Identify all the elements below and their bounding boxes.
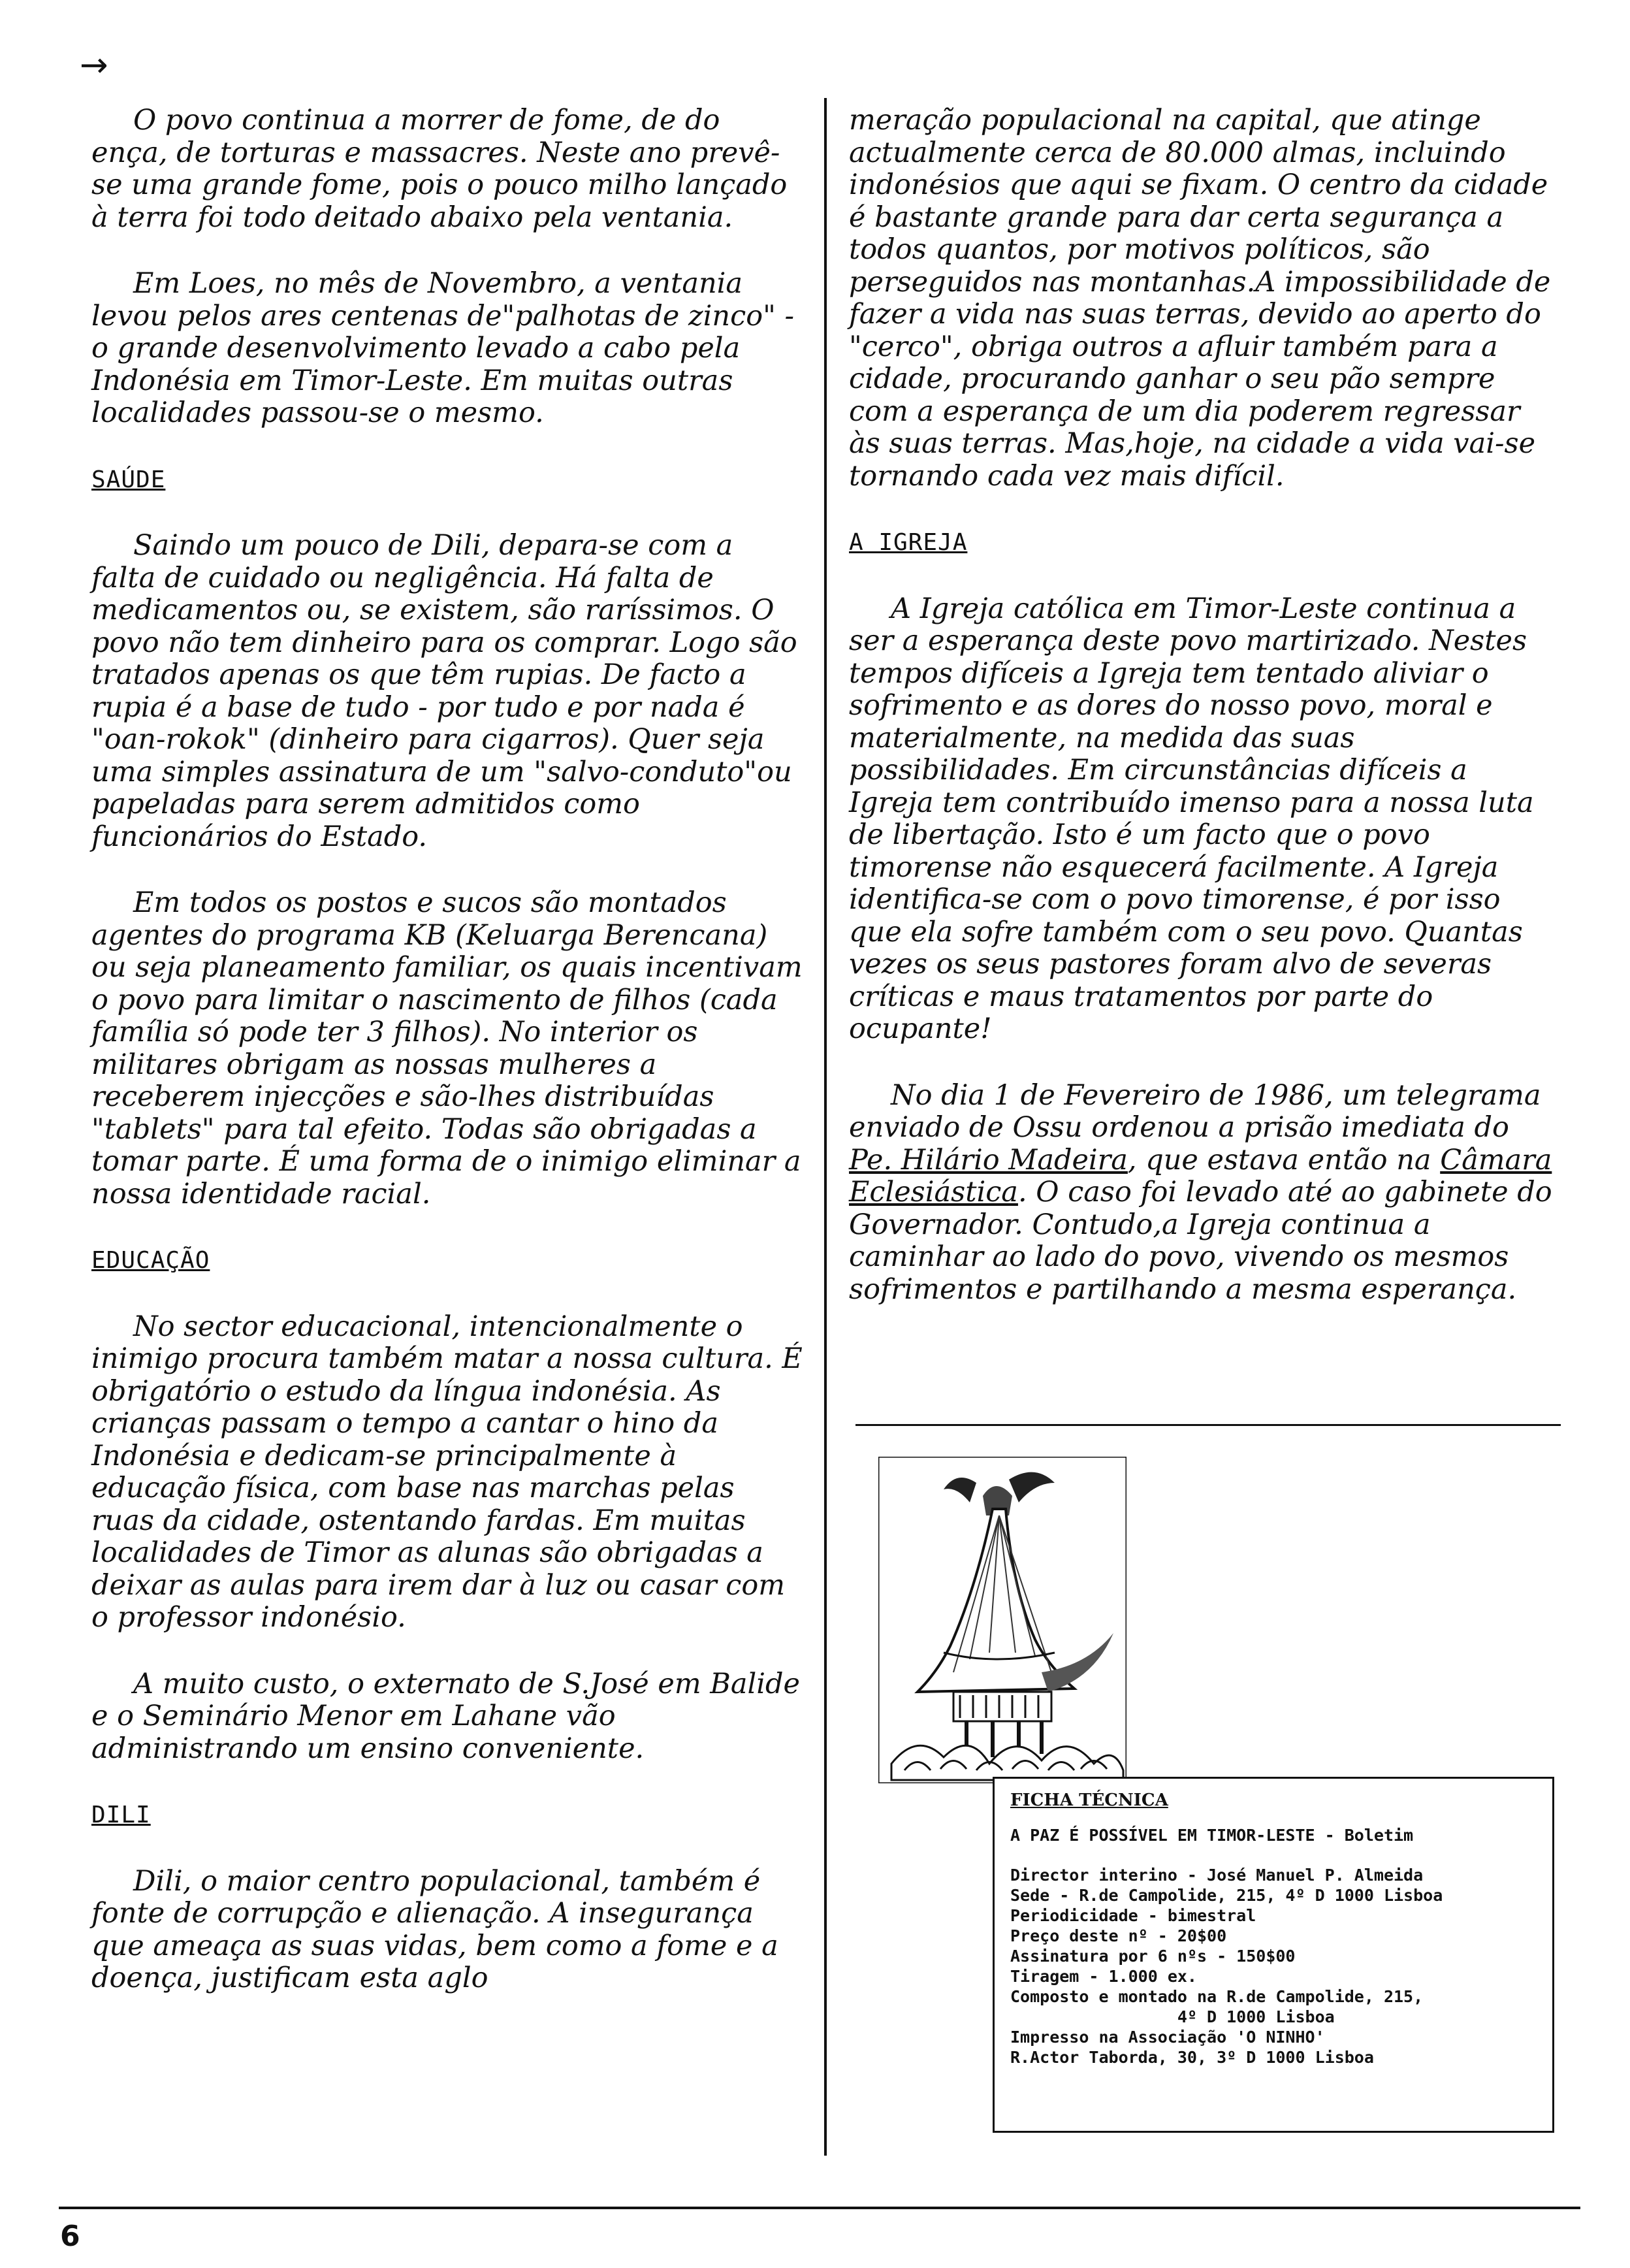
timorese-house-illustration: [878, 1457, 1127, 1783]
technical-info-box: [993, 1777, 1554, 2133]
paragraph: Saindo um pouco de Dili, depara-se com a falta de cuidado ou negligência. Há falta de medicamentos ou, se existem, são raríssimos. O povo não tem dinheiro para os comprar. Logo são tratados apenas os que têm rupias. De facto a rupia é a base de tudo - por tudo e por nada é "oan-rokok" (dinheiro para cigarros). Quer seja uma simples assinatura de um "salvo-conduto"ou papeladas para serem admitidos como funcionários do Estado.: [91, 529, 797, 853]
section-heading-saude: SAÚDE: [91, 466, 166, 493]
section-heading-educacao: EDUCAÇÃO: [91, 1247, 210, 1274]
ficha-title: FICHA TÉCNICA: [1010, 1790, 1168, 1810]
section-rule: [855, 1424, 1561, 1426]
paragraph: Dili, o maior centro populacional, também é fonte de corrupção e alienação. A insegurança que ameaça as suas vidas, bem como a fome e a doença, justificam esta aglo: [91, 1864, 778, 1994]
ficha-line: Preço deste nº - 20$00: [1010, 1926, 1227, 1945]
footer-rule: [59, 2207, 1580, 2209]
right-column: [849, 105, 1558, 1340]
paragraph: A Igreja católica em Timor-Leste continua a ser a esperança deste povo martirizado. Nestes tempos difíceis a Igreja tem tentado aliviar o sofrimento e as dores do nosso povo, moral e materialmente, na medida das suas possibilidades. Em circunstâncias difíceis a Igreja tem contribuído imenso para a nossa luta de libertação. Isto é um facto que o povo timorense não esquecerá facilmente. A Igreja identifica-se com o povo timorense, é por isso que ela sofre também com o seu povo. Quantas vezes os seus pastores foram alvo de severas críticas e maus tratamentos por parte do ocupante!: [849, 592, 1534, 1045]
page-number: 6: [60, 2220, 80, 2253]
paragraph: Em todos os postos e sucos são montados agentes do programa KB (Keluarga Berencana) ou seja planeamento familiar, os quais incentivam o povo para limitar o nascimento de filhos (cada família só pode ter 3 filhos). No interior os militares obrigam as nossas mulheres a receberem injecções e são-lhes distribuídas "tablets" para tal efeito. Todas são obrigadas a tomar parte. É uma forma de o inimigo eliminar a nossa identidade racial.: [91, 886, 803, 1210]
ficha-line: R.Actor Taborda, 30, 3º D 1000 Lisboa: [1010, 2048, 1374, 2067]
paragraph: meração populacional na capital, que atinge actualmente cerca de 80.000 almas, incluindo indonésios que aqui se fixam. O centro da cidade é bastante grande para dar certa segurança a todos quantos, por motivos políticos, são perseguidos nas montanhas.A impossibilidade de fazer a vida nas suas terras, devido ao aperto do "cerco", obriga outros a afluir também para a cidade, procurando ganhar o seu pão sempre com a esperança de um dia poderem regressar às suas terras. Mas,hoje, na cidade a vida vai-se tornando cada vez mais difícil.: [849, 104, 1551, 493]
ficha-line: Periodicidade - bimestral: [1010, 1906, 1256, 1925]
text-run: , que estava então na: [1127, 1143, 1441, 1176]
ficha-line: Composto e montado na R.de Campolide, 215,: [1010, 1987, 1424, 2006]
ficha-line: Impresso na Associação 'O NINHO': [1010, 2028, 1325, 2047]
ficha-line: Assinatura por 6 nºs - 150$00: [1010, 1947, 1296, 1966]
text-run: No dia 1 de Fevereiro de 1986, um telegrama enviado de Ossu ordenou a prisão imediata do: [849, 1078, 1541, 1144]
ficha-line: Director interino - José Manuel P. Almeida: [1010, 1866, 1424, 1885]
paragraph: No sector educacional, intencionalmente o inimigo procura também matar a nossa cultura. É obrigatório o estudo da língua indonésia. As crianças passam o tempo a cantar o hino da Indonésia e dedicam-se principalmente à educação física, com base nas marchas pelas ruas da cidade, ostentando fardas. Em muitas localidades de Timor as alunas são obrigadas a deixar as aulas para irem dar à luz ou casar com o professor indonésio.: [91, 1310, 803, 1634]
paragraph: A muito custo, o externato de S.José em Balide e o Seminário Menor em Lahane vão administrando um ensino conveniente.: [91, 1667, 800, 1765]
continuation-arrow: →: [80, 46, 108, 85]
ficha-line: 4º D 1000 Lisboa: [1010, 2007, 1335, 2026]
section-heading-igreja: A IGREJA: [849, 529, 968, 556]
paragraph: [849, 1080, 1558, 1306]
paragraph: Em Loes, no mês de Novembro, a ventania levou pelos ares centenas de"palhotas de zinco" - o grande desenvolvimento levado a cabo pela Indonésia em Timor-Leste. Em muitas outras localidades passou-se o mesmo.: [91, 267, 795, 429]
left-column: [91, 105, 803, 2029]
ficha-subtitle: A PAZ É POSSÍVEL EM TIMOR-LESTE - Boletim: [1010, 1826, 1414, 1845]
text-run: . O caso foi levado até ao gabinete do Governador. Contudo,a Igreja continua a caminhar ao lado do povo, vivendo os mesmos sofrimentos e partilhando a mesma esperança.: [849, 1176, 1552, 1306]
section-heading-dili: DILI: [91, 1802, 151, 1828]
priest-name: Pe. Hilário Madeira: [849, 1143, 1128, 1176]
place-name: Câmara Eclesiástica: [849, 1143, 1552, 1208]
ficha-line: Tiragem - 1.000 ex.: [1010, 1967, 1197, 1986]
paragraph: O povo continua a morrer de fome, de do ença, de torturas e massacres. Neste ano prevê-se uma grande fome, pois o pouco milho lançado à terra foi todo deitado abaixo pela ventania.: [91, 104, 788, 234]
column-divider: [824, 98, 827, 2156]
ficha-line: Sede - R.de Campolide, 215, 4º D 1000 Lisboa: [1010, 1886, 1443, 1905]
